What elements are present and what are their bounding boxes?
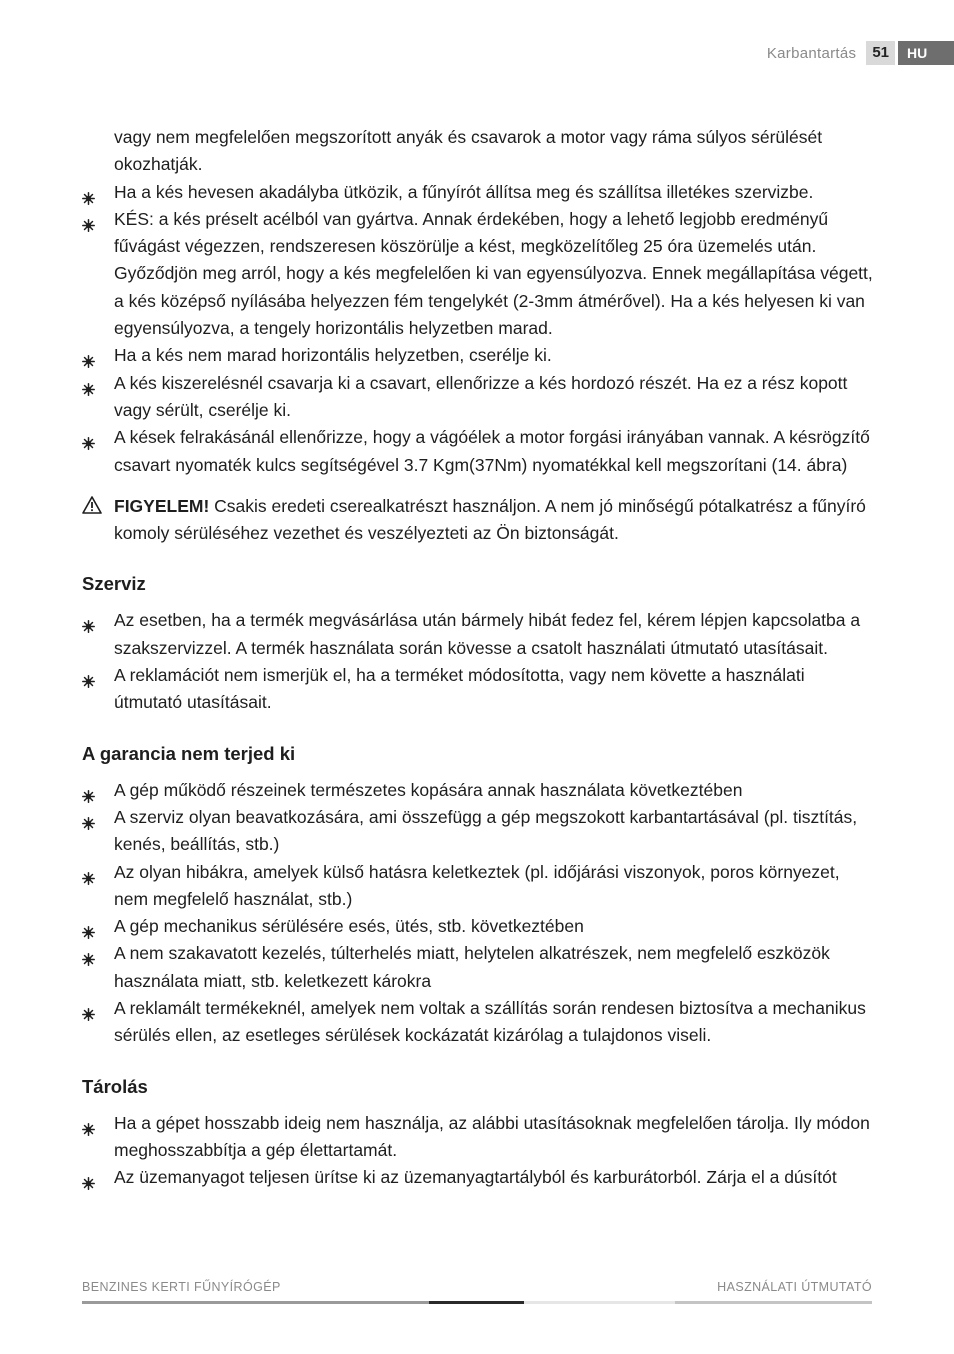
list-item: [82, 179, 876, 206]
list-item: [82, 206, 876, 342]
bullet-list: [82, 777, 876, 1050]
list-item: [82, 940, 876, 995]
heading-garancia: A garancia nem terjed ki: [82, 742, 296, 764]
list-item-text: A kés kiszerelésnél csavarja ki a csavart, ellenőrizze a kés hordozó részét. Ha ez a rész kopott vagy sérült, cserélje ki.: [114, 372, 848, 420]
warning-note: [82, 493, 876, 548]
list-item-text: Ha a kés nem marad horizontális helyzetben, cserélje ki.: [114, 345, 552, 366]
page-body: [82, 124, 876, 1192]
footer-right: HASZNÁLATI ÚTMUTATÓ: [717, 1280, 872, 1294]
bullet-list: [82, 179, 876, 479]
list-item-text: Az esetben, ha a termék megvásárlása után bármely hibát fedez fel, kérem lépjen kapcsolatba a szakszervizzel. A termék használata során kövesse a csatolt használati útmutató utasításait.: [114, 610, 861, 658]
list-item: [82, 859, 876, 914]
bullet-icon: [82, 1171, 95, 1184]
heading-szerviz: Szerviz: [82, 573, 146, 595]
footer-rule: [675, 1301, 872, 1304]
bullet-icon: [82, 811, 95, 824]
bullet-list: [82, 1110, 876, 1192]
bullet-icon: [82, 614, 95, 627]
list-item: [82, 913, 876, 940]
list-item-text: A reklamációt nem ismerjük el, ha a terméket módosította, vagy nem követte a használati útmutató utasításait.: [114, 665, 805, 713]
list-item-text: Az olyan hibákra, amelyek külső hatásra keletkeztek (pl. időjárási viszonyok, poros környezet, nem megfelelő használat, stb.): [114, 861, 840, 909]
bullet-icon: [82, 1117, 95, 1130]
list-item: [82, 1164, 876, 1191]
list-item: [82, 370, 876, 425]
footer-rule: [524, 1301, 675, 1304]
bullet-icon: [82, 784, 95, 797]
warning-label: FIGYELEM!: [114, 495, 210, 516]
warning-icon: [82, 496, 102, 514]
continuation-text: vagy nem megfelelően megszorított anyák és csavarok a motor vagy ráma súlyos sérülését okozhatják.: [114, 127, 823, 175]
list-item: [82, 607, 876, 662]
bullet-icon: [82, 377, 95, 390]
section-title: Karbantartás: [766, 44, 857, 62]
list-item-text: Ha a gépet hosszabb ideig nem használja, az alábbi utasításoknak megfelelően tárolja. Ily módon meghosszabbítja a gép élettartamát.: [114, 1112, 870, 1160]
list-item-text: A nem szakavatott kezelés, túlterhelés miatt, helytelen alkatrészek, nem megfelelő eszközök használata miatt, stb. keletkezett károkra: [114, 943, 830, 991]
list-item: [82, 662, 876, 717]
bullet-icon: [82, 866, 95, 879]
bullet-icon: [82, 186, 95, 199]
list-item: [82, 1110, 876, 1165]
footer-rule: [429, 1301, 524, 1304]
footer-left: BENZINES KERTI FŰNYÍRÓGÉP: [82, 1280, 281, 1294]
list-item-text: A gép mechanikus sérülésére esés, ütés, stb. következtében: [114, 916, 584, 937]
list-item-text: Ha a kés hevesen akadályba ütközik, a fűnyírót állítsa meg és szállítsa illetékes szervizbe.: [114, 181, 814, 202]
list-item-text: A gép működő részeinek természetes kopására annak használata következtében: [114, 779, 743, 800]
footer-rule: [82, 1301, 429, 1304]
language-badge: HU: [898, 41, 954, 65]
list-item: [82, 995, 876, 1050]
bullet-icon: [82, 947, 95, 960]
bullet-icon: [82, 669, 95, 682]
bullet-list: [82, 607, 876, 716]
bullet-icon: [82, 920, 95, 933]
list-item-text: A reklamált termékeknél, amelyek nem voltak a szállítás során rendesen biztosítva a mechanikus sérülés ellen, az esetleges sérülések kockázatát kizárólag a tulajdonos viseli.: [114, 998, 866, 1046]
heading-tarolas: Tárolás: [82, 1075, 148, 1097]
list-item: [82, 777, 876, 804]
page-number: 51: [866, 41, 895, 65]
bullet-icon: [82, 1002, 95, 1015]
bullet-icon: [82, 349, 95, 362]
list-item: [82, 342, 876, 369]
list-item-text: A kések felrakásánál ellenőrizze, hogy a vágóélek a motor forgási irányában vannak. A késrögzítő csavart nyomaték kulcs segítségével 3.7 Kgm(37Nm) nyomatékkal kell megszorítani (14. ábra): [114, 427, 870, 475]
warning-text: Csakis eredeti cserealkatrészt használjon. A nem jó minőségű pótalkatrész a fűnyíró komoly sérüléséhez vezethet és veszélyezteti az Ön biztonságát.: [114, 495, 866, 544]
list-item-text: A szerviz olyan beavatkozására, ami összefügg a gép megszokott karbantartásával (pl. tisztítás, kenés, beállítás, stb.): [114, 806, 858, 855]
bullet-icon: [82, 213, 95, 226]
bullet-icon: [82, 431, 95, 444]
list-item-text: KÉS: a kés préselt acélból van gyártva. Annak érdekében, hogy a lehető legjobb eredményű fűvágást végezzen, rendszeresen köszörülje a kést, megközelítőleg 25 óra üzemelés után. Győződjön meg arról, hogy a kés megfelelően ki van egyensúlyozva. Ennek megállapítása végett, a kés középső nyílásába helyezzen fém tengelykét (2-3mm átmérővel). Ha a kés helyesen ki van egyensúlyozva, a tengely horizontális helyzetben marad.: [114, 208, 873, 339]
list-item: [82, 424, 876, 479]
list-item-text: Az üzemanyagot teljesen ürítse ki az üzemanyagtartályból és karburátorból. Zárja el a dúsítót: [114, 1167, 837, 1188]
list-item: [82, 804, 876, 859]
page-header: [767, 41, 954, 65]
